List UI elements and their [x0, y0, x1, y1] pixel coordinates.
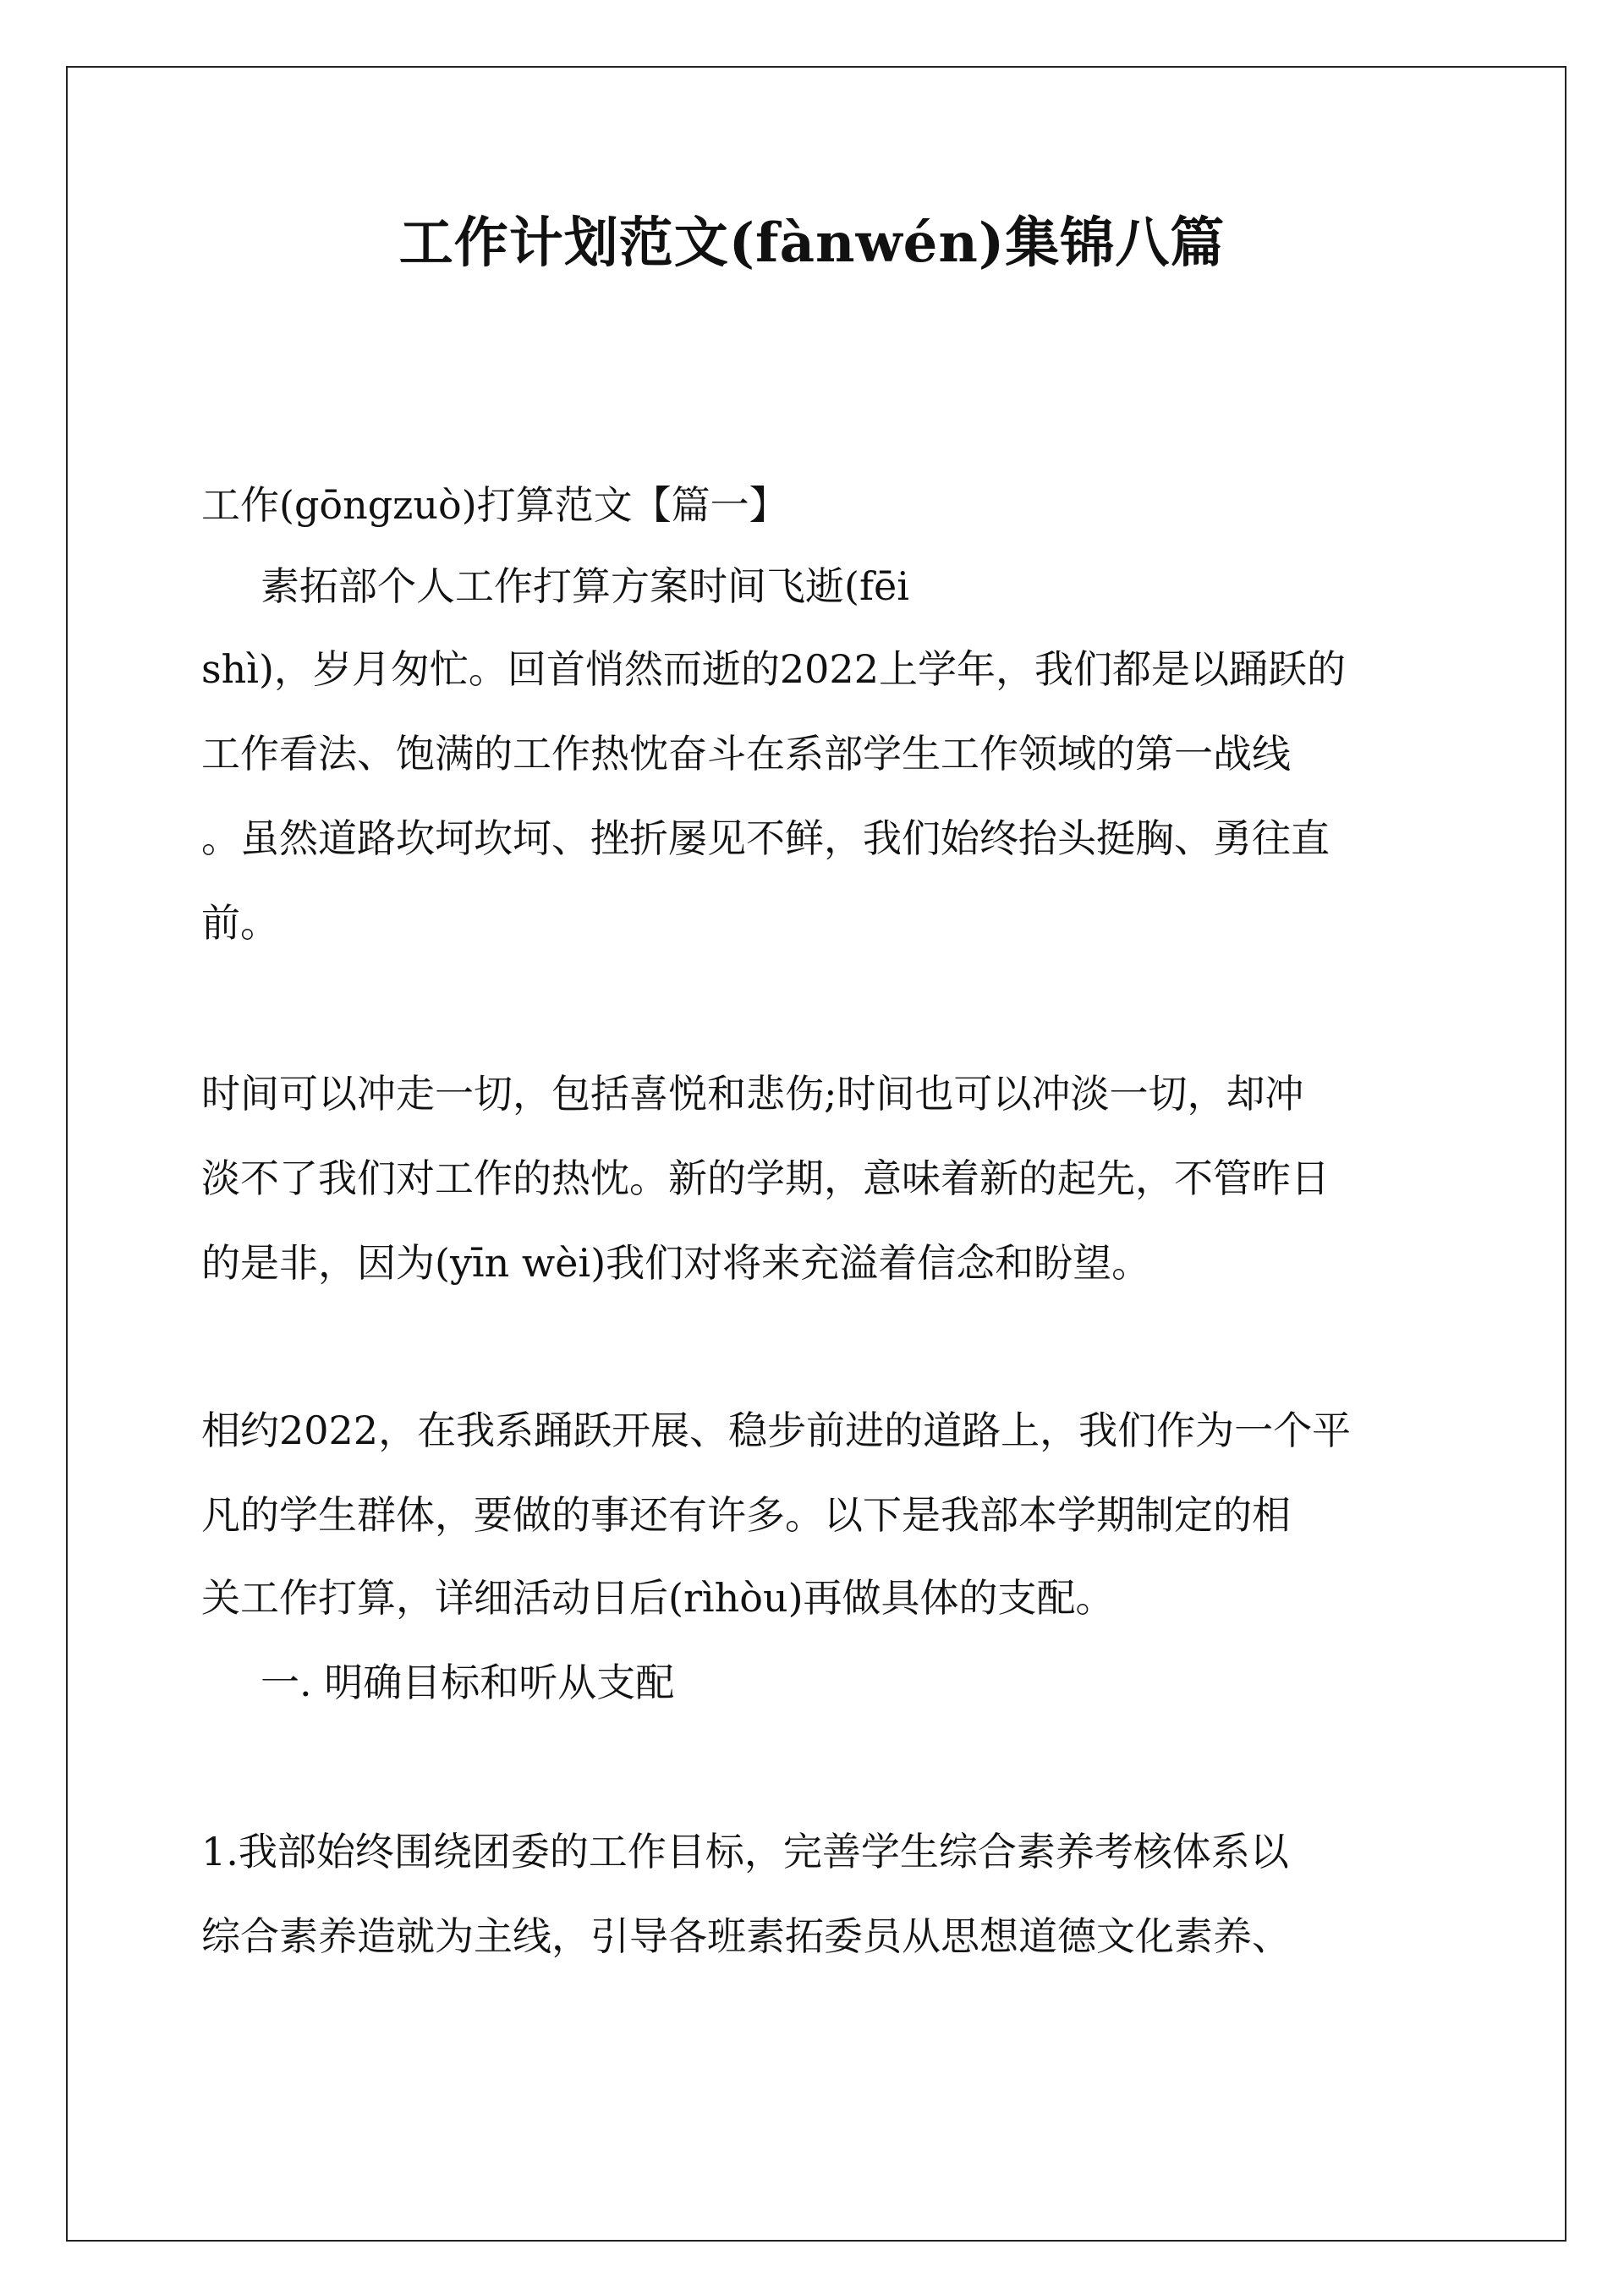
paragraph-line: 工作看法、饱满的工作热忱奋斗在系部学生工作领域的第一战线 [201, 731, 1291, 777]
paragraph-line: 素拓部个人工作打算方案时间飞逝(fēi [261, 563, 909, 609]
paragraph-line: 1.我部始终围绕团委的工作目标，完善学生综合素养考核体系以 [201, 1829, 1289, 1874]
paragraph-line: shì)，岁月匆忙。回首悄然而逝的2022上学年，我们都是以踊跃的 [201, 646, 1346, 692]
paragraph-line: 淡不了我们对工作的热忱。新的学期，意味着新的起先，不管昨日 [201, 1155, 1330, 1201]
paragraph-line: 凡的学生群体，要做的事还有许多。以下是我部本学期制定的相 [201, 1492, 1291, 1538]
paragraph-line: 综合素养造就为主线，引导各班素拓委员从思想道德文化素养、 [201, 1913, 1291, 1959]
section-heading: 工作(gōngzuò)打算范文【篇一】 [201, 482, 788, 528]
paragraph-line: 的是非，因为(yīn wèi)我们对将来充溢着信念和盼望。 [201, 1240, 1151, 1286]
paragraph-line: 前。 [201, 900, 279, 946]
paragraph-line: 时间可以冲走一切，包括喜悦和悲伤;时间也可以冲淡一切，却冲 [201, 1071, 1304, 1117]
document-title: 工作计划范文(fànwén)集锦八篇 [398, 211, 1226, 275]
paragraph-line: 。虽然道路坎坷坎坷、挫折屡见不鲜，我们始终抬头挺胸、勇往直 [201, 815, 1330, 861]
paragraph-line: 关工作打算，详细活动日后(rìhòu)再做具体的支配。 [201, 1575, 1115, 1621]
paragraph-line: 相约2022，在我系踊跃开展、稳步前进的道路上，我们作为一个平 [201, 1408, 1352, 1453]
subheading: 一. 明确目标和听从支配 [261, 1660, 675, 1705]
